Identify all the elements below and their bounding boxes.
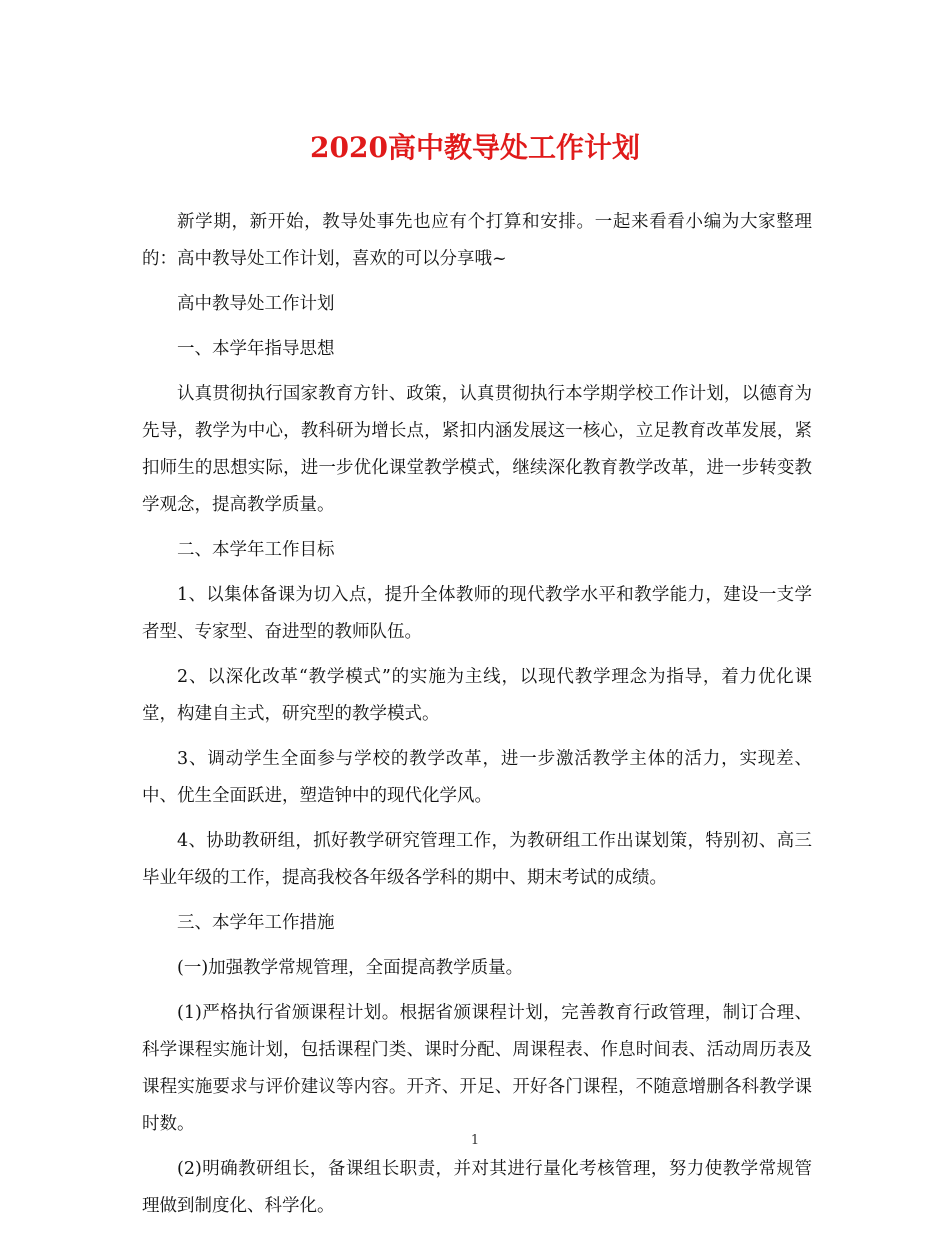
- section-heading-guiding-thought: 一、本学年指导思想: [177, 339, 335, 359]
- section-heading-measures: 三、本学年工作措施: [177, 913, 335, 933]
- paragraph-intro: 新学期，新开始，教导处事先也应有个打算和安排。一起来看看小编为大家整理的：高中教导处工作计划，喜欢的可以分享哦~: [142, 212, 812, 269]
- paragraph-guiding-thought: 认真贯彻执行国家教育方针、政策，认真贯彻执行本学期学校工作计划，以德育为先导，教学为中心，教科研为增长点，紧扣内涵发展这一核心，立足教育改革发展，紧扣师生的思想实际，进一步优化课堂教学模式，继续深化教育教学改革，进一步转变教学观念，提高教学质量。: [142, 384, 812, 515]
- document-body: [142, 204, 812, 1233]
- section-heading-goals: 二、本学年工作目标: [177, 540, 335, 560]
- paragraph-goal-2: 2、以深化改革“教学模式”的实施为主线，以现代教学理念为指导，着力优化课堂，构建自主式，研究型的教学模式。: [142, 667, 812, 724]
- paragraph-goal-4: 4、协助教研组，抓好教学研究管理工作，为教研组工作出谋划策，特别初、高三毕业年级的工作，提高我校各年级各学科的期中、期末考试的成绩。: [142, 831, 812, 888]
- paragraph-goal-3: 3、调动学生全面参与学校的教学改革，进一步激活教学主体的活力，实现差、中、优生全面跃进，塑造钟中的现代化学风。: [142, 749, 812, 806]
- paragraph-measure-1-2: (2)明确教研组长，备课组长职责，并对其进行量化考核管理，努力使教学常规管理做到制度化、科学化。: [142, 1159, 812, 1216]
- document-title: 2020高中教导处工作计划: [310, 131, 640, 164]
- paragraph-measure-1: (一)加强教学常规管理，全面提高教学质量。: [177, 958, 524, 978]
- paragraph-goal-1: 1、以集体备课为切入点，提升全体教师的现代教学水平和教学能力，建设一支学者型、专家型、奋进型的教师队伍。: [142, 585, 812, 642]
- paragraph-measure-1-1: (1)严格执行省颁课程计划。根据省颁课程计划，完善教育行政管理，制订合理、科学课程实施计划，包括课程门类、课时分配、周课程表、作息时间表、活动周历表及课程实施要求与评价建议等内容。开齐、开足、开好各门课程，不随意增删各科教学课时数。: [142, 1003, 812, 1134]
- page-number: 1: [470, 1133, 480, 1148]
- paragraph-heading-plan: 高中教导处工作计划: [177, 294, 335, 314]
